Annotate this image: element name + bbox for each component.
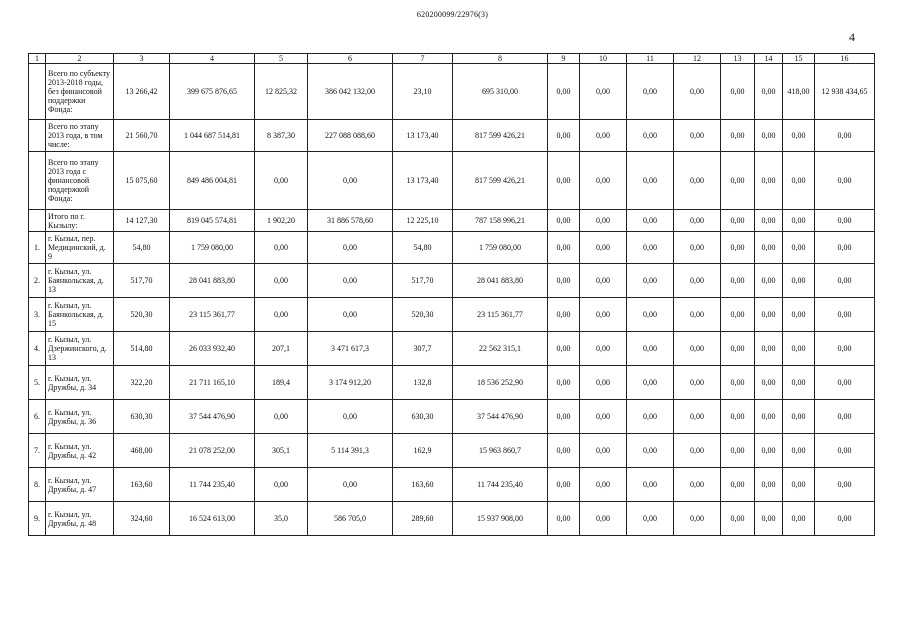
value-cell: 0,00 [627,400,674,434]
data-table [28,53,875,536]
value-cell: 0,00 [548,120,580,152]
value-cell: 0,00 [255,232,308,264]
row-number-cell: 7. [29,434,46,468]
value-cell: 399 675 876,65 [170,64,255,120]
value-cell: 0,00 [627,332,674,366]
value-cell: 21 078 252,00 [170,434,255,468]
column-header: 10 [580,54,627,64]
value-cell: 0,00 [783,366,815,400]
value-cell: 0,00 [755,298,783,332]
value-cell: 0,00 [674,332,721,366]
value-cell: 0,00 [755,332,783,366]
table-row [29,152,875,210]
value-cell: 0,00 [627,366,674,400]
value-cell: 31 886 578,60 [308,210,393,232]
value-cell: 0,00 [755,232,783,264]
row-number-cell: 2. [29,264,46,298]
value-cell: 227 088 088,60 [308,120,393,152]
row-number-cell [29,64,46,120]
value-cell: 0,00 [627,64,674,120]
value-cell: 0,00 [308,298,393,332]
value-cell: 0,00 [674,152,721,210]
value-cell: 0,00 [674,502,721,536]
row-number-cell [29,120,46,152]
value-cell: 1 759 080,00 [453,232,548,264]
value-cell: 0,00 [580,64,627,120]
column-header: 5 [255,54,308,64]
value-cell: 15 963 860,7 [453,434,548,468]
value-cell: 0,00 [308,264,393,298]
value-cell: 0,00 [783,152,815,210]
value-cell: 15 937 908,00 [453,502,548,536]
value-cell: 0,00 [721,152,755,210]
value-cell: 0,00 [783,434,815,468]
value-cell: 0,00 [815,502,875,536]
value-cell: 0,00 [627,210,674,232]
value-cell: 23 115 361,77 [170,298,255,332]
address-cell: г. Кызыл, ул. Дзержинского, д. 13 [46,332,114,366]
value-cell: 0,00 [815,332,875,366]
value-cell: 0,00 [721,468,755,502]
value-cell: 289,60 [393,502,453,536]
row-number-cell [29,152,46,210]
value-cell: 0,00 [255,298,308,332]
table-row [29,232,875,264]
address-cell: г. Кызыл, ул. Баянкольская, д. 13 [46,264,114,298]
value-cell: 0,00 [815,366,875,400]
value-cell: 0,00 [674,298,721,332]
table-row [29,468,875,502]
value-cell: 0,00 [674,64,721,120]
value-cell: 819 045 574,81 [170,210,255,232]
value-cell: 0,00 [755,400,783,434]
value-cell: 630,30 [114,400,170,434]
value-cell: 0,00 [721,64,755,120]
value-cell: 817 599 426,21 [453,152,548,210]
value-cell: 0,00 [815,152,875,210]
column-header: 11 [627,54,674,64]
value-cell: 0,00 [674,232,721,264]
value-cell: 0,00 [627,264,674,298]
column-header: 2 [46,54,114,64]
value-cell: 0,00 [308,152,393,210]
value-cell: 0,00 [721,298,755,332]
value-cell: 54,80 [114,232,170,264]
table-row [29,64,875,120]
row-number-cell: 8. [29,468,46,502]
column-header: 16 [815,54,875,64]
address-cell: Всего по этапу 2013 года с финансовой поддержкой Фонда: [46,152,114,210]
table-row [29,502,875,536]
value-cell: 520,30 [393,298,453,332]
value-cell: 0,00 [548,232,580,264]
value-cell: 12 938 434,65 [815,64,875,120]
value-cell: 0,00 [548,332,580,366]
value-cell: 0,00 [755,264,783,298]
value-cell: 11 744 235,40 [170,468,255,502]
value-cell: 0,00 [783,468,815,502]
value-cell: 21 711 165,10 [170,366,255,400]
table-row [29,332,875,366]
row-number-cell: 1. [29,232,46,264]
value-cell: 305,1 [255,434,308,468]
value-cell: 28 041 883,80 [453,264,548,298]
value-cell: 0,00 [308,400,393,434]
column-header: 14 [755,54,783,64]
value-cell: 0,00 [721,400,755,434]
value-cell: 0,00 [627,502,674,536]
table-row [29,366,875,400]
value-cell: 322,20 [114,366,170,400]
row-number-cell: 5. [29,366,46,400]
column-header: 13 [721,54,755,64]
address-cell: г. Кызыл, пер. Медицинский, д. 9 [46,232,114,264]
value-cell: 0,00 [548,210,580,232]
value-cell: 0,00 [721,264,755,298]
value-cell: 0,00 [815,210,875,232]
value-cell: 0,00 [721,210,755,232]
address-cell: г. Кызыл, ул. Дружбы, д. 36 [46,400,114,434]
value-cell: 14 127,30 [114,210,170,232]
address-cell: г. Кызыл, ул. Баянкольская, д. 15 [46,298,114,332]
value-cell: 0,00 [674,264,721,298]
value-cell: 0,00 [783,232,815,264]
value-cell: 0,00 [580,400,627,434]
value-cell: 28 041 883,80 [170,264,255,298]
value-cell: 307,7 [393,332,453,366]
table-row [29,400,875,434]
value-cell: 0,00 [783,400,815,434]
value-cell: 13 173,40 [393,152,453,210]
value-cell: 0,00 [548,468,580,502]
value-cell: 0,00 [548,152,580,210]
value-cell: 514,80 [114,332,170,366]
value-cell: 18 536 252,90 [453,366,548,400]
value-cell: 0,00 [783,298,815,332]
value-cell: 0,00 [548,366,580,400]
value-cell: 0,00 [674,468,721,502]
column-header: 6 [308,54,393,64]
value-cell: 22 562 315,1 [453,332,548,366]
value-cell: 207,1 [255,332,308,366]
value-cell: 13 266,42 [114,64,170,120]
value-cell: 0,00 [548,64,580,120]
address-cell: Всего по этапу 2013 года, в том числе: [46,120,114,152]
value-cell: 0,00 [755,434,783,468]
value-cell: 0,00 [674,400,721,434]
value-cell: 0,00 [721,332,755,366]
table-row [29,434,875,468]
value-cell: 630,30 [393,400,453,434]
row-number-cell: 6. [29,400,46,434]
value-cell: 0,00 [783,502,815,536]
value-cell: 0,00 [580,210,627,232]
header-row [29,54,875,64]
table-row [29,120,875,152]
value-cell: 418,00 [783,64,815,120]
value-cell: 787 158 996,21 [453,210,548,232]
value-cell: 0,00 [627,232,674,264]
value-cell: 35,0 [255,502,308,536]
value-cell: 163,60 [114,468,170,502]
column-header: 3 [114,54,170,64]
row-number-cell: 9. [29,502,46,536]
value-cell: 517,70 [393,264,453,298]
column-header: 7 [393,54,453,64]
value-cell: 0,00 [580,434,627,468]
value-cell: 0,00 [815,400,875,434]
value-cell: 0,00 [755,210,783,232]
value-cell: 0,00 [548,502,580,536]
value-cell: 0,00 [755,64,783,120]
value-cell: 23,10 [393,64,453,120]
column-header: 15 [783,54,815,64]
value-cell: 0,00 [721,366,755,400]
column-header: 8 [453,54,548,64]
value-cell: 0,00 [721,232,755,264]
address-cell: г. Кызыл, ул. Дружбы, д. 42 [46,434,114,468]
value-cell: 5 114 391,3 [308,434,393,468]
value-cell: 0,00 [815,298,875,332]
value-cell: 0,00 [308,468,393,502]
value-cell: 1 044 687 514,81 [170,120,255,152]
address-cell: Всего по субъекту 2013-2018 годы, без финансовой поддержки Фонда: [46,64,114,120]
value-cell: 1 902,20 [255,210,308,232]
value-cell: 12 825,32 [255,64,308,120]
value-cell: 0,00 [815,468,875,502]
value-cell: 849 486 004,81 [170,152,255,210]
value-cell: 0,00 [548,264,580,298]
value-cell: 0,00 [815,232,875,264]
value-cell: 0,00 [580,298,627,332]
value-cell: 189,4 [255,366,308,400]
row-number-cell [29,210,46,232]
address-cell: г. Кызыл, ул. Дружбы, д. 47 [46,468,114,502]
value-cell: 0,00 [627,298,674,332]
value-cell: 15 075,60 [114,152,170,210]
value-cell: 0,00 [674,366,721,400]
value-cell: 1 759 080,00 [170,232,255,264]
value-cell: 520,30 [114,298,170,332]
document-id: 620200099/22976(3) [416,10,489,19]
value-cell: 0,00 [783,120,815,152]
value-cell: 26 033 932,40 [170,332,255,366]
value-cell: 37 544 476,90 [170,400,255,434]
value-cell: 0,00 [627,120,674,152]
value-cell: 0,00 [255,468,308,502]
address-cell: Итого по г. Кызылу: [46,210,114,232]
value-cell: 12 225,10 [393,210,453,232]
value-cell: 0,00 [548,400,580,434]
value-cell: 0,00 [783,210,815,232]
value-cell: 0,00 [783,332,815,366]
value-cell: 132,8 [393,366,453,400]
value-cell: 586 705,0 [308,502,393,536]
row-number-cell: 4. [29,332,46,366]
value-cell: 162,9 [393,434,453,468]
value-cell: 0,00 [627,468,674,502]
value-cell: 0,00 [580,332,627,366]
value-cell: 0,00 [627,152,674,210]
value-cell: 0,00 [580,232,627,264]
column-header: 9 [548,54,580,64]
table-row [29,210,875,232]
value-cell: 37 544 476,90 [453,400,548,434]
value-cell: 16 524 613,00 [170,502,255,536]
value-cell: 0,00 [755,152,783,210]
value-cell: 324,60 [114,502,170,536]
value-cell: 0,00 [308,232,393,264]
column-header: 12 [674,54,721,64]
value-cell: 0,00 [255,264,308,298]
value-cell: 0,00 [255,400,308,434]
value-cell: 0,00 [721,502,755,536]
table-row [29,298,875,332]
value-cell: 0,00 [627,434,674,468]
value-cell: 0,00 [815,120,875,152]
value-cell: 0,00 [255,152,308,210]
value-cell: 0,00 [755,468,783,502]
value-cell: 0,00 [755,120,783,152]
value-cell: 0,00 [580,120,627,152]
value-cell: 0,00 [721,434,755,468]
value-cell: 517,70 [114,264,170,298]
address-cell: г. Кызыл, ул. Дружбы, д. 34 [46,366,114,400]
value-cell: 3 471 617,3 [308,332,393,366]
value-cell: 0,00 [755,366,783,400]
value-cell: 0,00 [580,502,627,536]
value-cell: 11 744 235,40 [453,468,548,502]
value-cell: 0,00 [721,120,755,152]
row-number-cell: 3. [29,298,46,332]
value-cell: 0,00 [815,434,875,468]
value-cell: 468,00 [114,434,170,468]
page-number: 4 [849,30,855,44]
value-cell: 0,00 [755,502,783,536]
value-cell: 163,60 [393,468,453,502]
value-cell: 817 599 426,21 [453,120,548,152]
table-row [29,264,875,298]
value-cell: 8 387,30 [255,120,308,152]
value-cell: 695 310,00 [453,64,548,120]
value-cell: 3 174 912,20 [308,366,393,400]
value-cell: 23 115 361,77 [453,298,548,332]
address-cell: г. Кызыл, ул. Дружбы, д. 48 [46,502,114,536]
value-cell: 0,00 [580,152,627,210]
value-cell: 21 560,70 [114,120,170,152]
value-cell: 386 042 132,00 [308,64,393,120]
value-cell: 13 173,40 [393,120,453,152]
value-cell: 0,00 [674,120,721,152]
value-cell: 0,00 [783,264,815,298]
column-header: 1 [29,54,46,64]
column-header: 4 [170,54,255,64]
value-cell: 0,00 [674,210,721,232]
value-cell: 0,00 [580,468,627,502]
value-cell: 0,00 [674,434,721,468]
value-cell: 0,00 [815,264,875,298]
value-cell: 0,00 [548,434,580,468]
value-cell: 0,00 [548,298,580,332]
value-cell: 54,80 [393,232,453,264]
value-cell: 0,00 [580,264,627,298]
value-cell: 0,00 [580,366,627,400]
